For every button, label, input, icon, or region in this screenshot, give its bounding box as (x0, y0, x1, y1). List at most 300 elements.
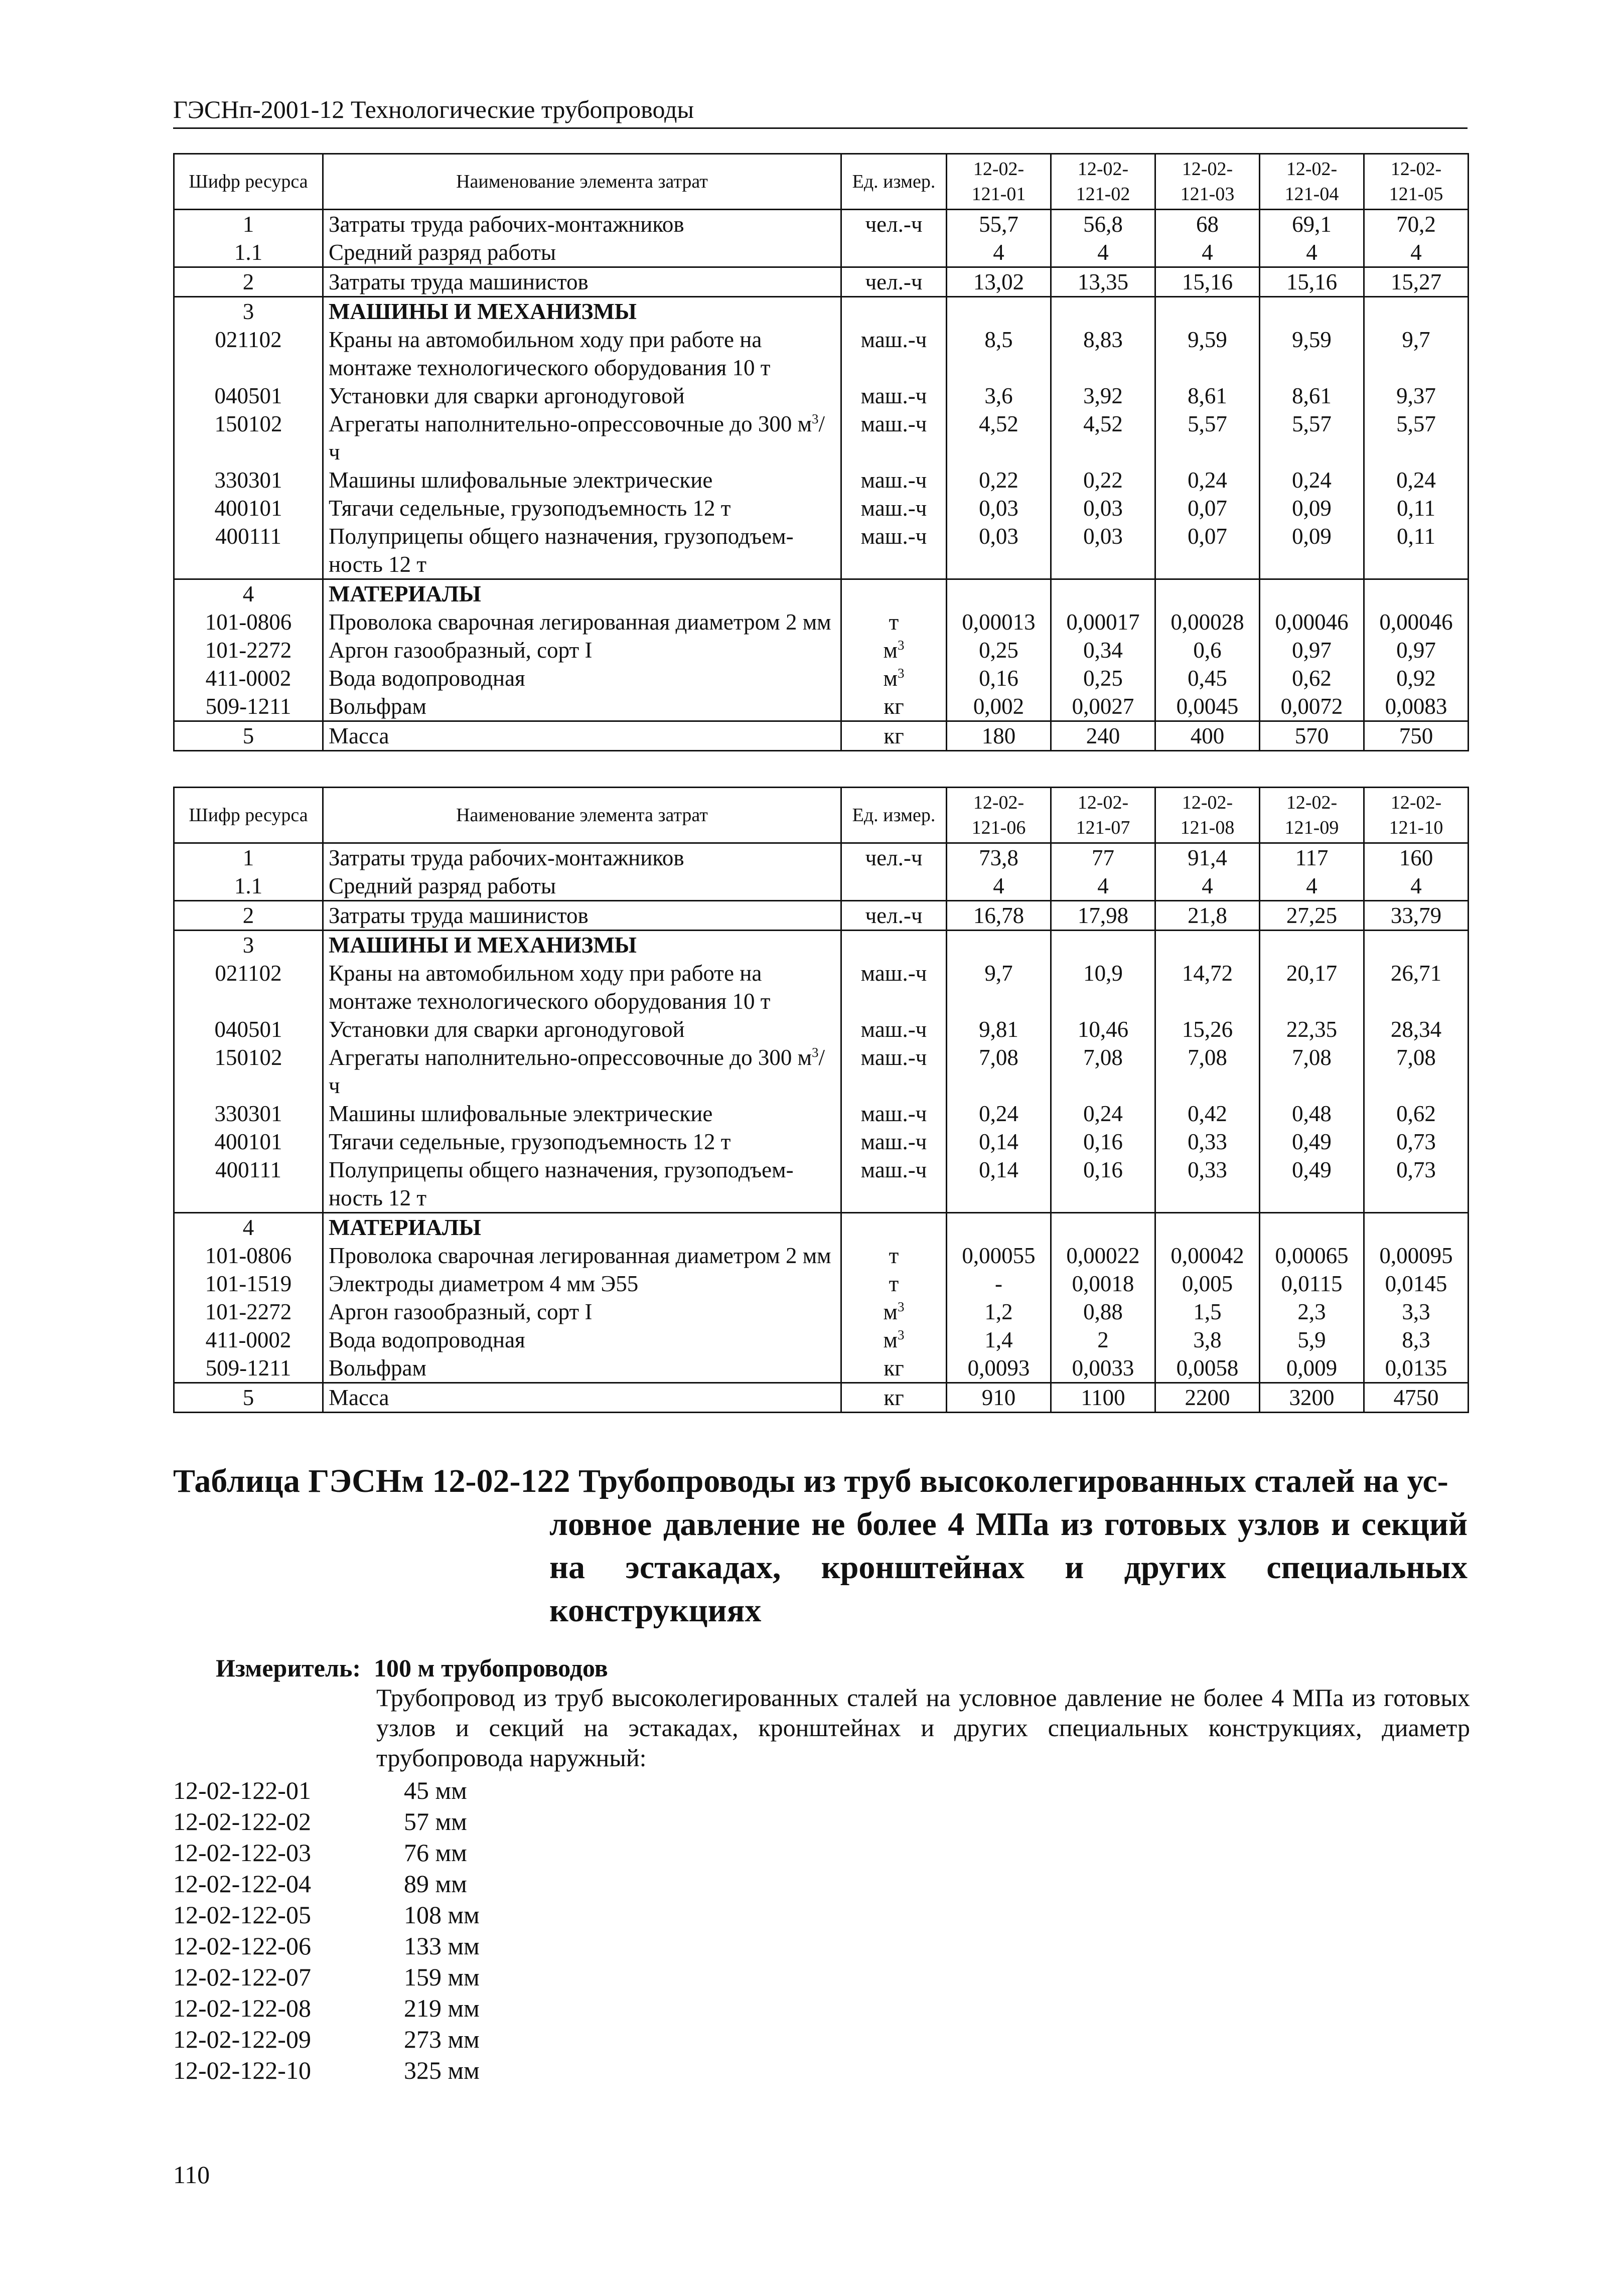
cell-code: 150102 (174, 410, 323, 466)
cell-unit: маш.-ч (841, 1043, 947, 1100)
cell-code: 2 (174, 901, 323, 931)
cell-value: 22,35 (1260, 1015, 1364, 1043)
cell-code: 101-2272 (174, 1298, 323, 1326)
col-header-norm-number: 121-03 (1180, 184, 1235, 205)
cell-value: 570 (1260, 721, 1364, 751)
item-diameter: 108 мм (404, 1901, 480, 1929)
cell-value: 0,11 (1364, 494, 1469, 522)
cell-value (1051, 579, 1155, 608)
list-item (173, 1868, 480, 1899)
cell-value: 2 (1051, 1326, 1155, 1354)
cell-value: 0,24 (1155, 466, 1260, 494)
col-header-norm (1260, 154, 1364, 210)
resource-table-2 (173, 787, 1469, 1413)
cell-value: 0,0072 (1260, 692, 1364, 721)
cell-code: 3 (174, 297, 323, 326)
col-header-norm (1364, 154, 1469, 210)
cell-value (947, 1213, 1051, 1242)
cell-value: 0,25 (947, 636, 1051, 664)
list-item (173, 1899, 480, 1930)
cell-value (1260, 297, 1364, 326)
cell-value: 0,14 (947, 1156, 1051, 1213)
cell-value: 3,92 (1051, 382, 1155, 410)
table-row (174, 664, 1469, 692)
cell-value (1155, 1213, 1260, 1242)
col-header-code: Шифр ресурса (174, 154, 323, 210)
cell-value: 0,33 (1155, 1156, 1260, 1213)
cell-value: 4 (947, 872, 1051, 901)
col-header-unit: Ед. измер. (841, 154, 947, 210)
cell-code: 101-0806 (174, 608, 323, 636)
cell-name: МАТЕРИАЛЫ (323, 579, 841, 608)
table-row (174, 1128, 1469, 1156)
table-1-body (174, 210, 1469, 751)
cell-value: 0,16 (1051, 1156, 1155, 1213)
cell-value: 0,16 (1051, 1128, 1155, 1156)
cell-unit: чел.-ч (841, 210, 947, 239)
cell-value: 0,24 (947, 1100, 1051, 1128)
cell-unit (841, 579, 947, 608)
cell-value: 5,57 (1155, 410, 1260, 466)
cell-value (1364, 1213, 1469, 1242)
table-row (174, 843, 1469, 872)
cell-value (947, 931, 1051, 960)
cell-name: Затраты труда машинистов (323, 901, 841, 931)
cell-value: 77 (1051, 843, 1155, 872)
cell-unit: маш.-ч (841, 1128, 947, 1156)
cell-value: 117 (1260, 843, 1364, 872)
cell-value: 7,08 (1155, 1043, 1260, 1100)
table-row (174, 522, 1469, 579)
cell-code: 5 (174, 721, 323, 751)
cell-value: 0,25 (1051, 664, 1155, 692)
col-header-code: Шифр ресурса (174, 788, 323, 843)
col-header-norm (1155, 788, 1260, 843)
page-number: 110 (173, 2161, 210, 2189)
cell-value: 4750 (1364, 1383, 1469, 1413)
cell-code: 101-1519 (174, 1270, 323, 1298)
cell-value: 0,24 (1260, 466, 1364, 494)
col-header-norm-number: 121-05 (1389, 184, 1443, 205)
col-header-norm (1051, 154, 1155, 210)
cell-code: 400101 (174, 1128, 323, 1156)
cell-unit: т (841, 1270, 947, 1298)
table-row (174, 636, 1469, 664)
cell-name: МАТЕРИАЛЫ (323, 1213, 841, 1242)
cell-value: 7,08 (1051, 1043, 1155, 1100)
cell-value: 0,0033 (1051, 1354, 1155, 1383)
table-row (174, 1015, 1469, 1043)
cell-value: 910 (947, 1383, 1051, 1413)
cell-value: 0,00028 (1155, 608, 1260, 636)
cell-name: Затраты труда машинистов (323, 267, 841, 297)
cell-value (1051, 297, 1155, 326)
cell-name: Установки для сварки аргонодуговой (323, 1015, 841, 1043)
cell-value: 7,08 (1260, 1043, 1364, 1100)
cell-value: 0,97 (1364, 636, 1469, 664)
cell-value: 20,17 (1260, 959, 1364, 1015)
cell-value: 70,2 (1364, 210, 1469, 239)
cell-value: 1,2 (947, 1298, 1051, 1326)
table-row (174, 1242, 1469, 1270)
cell-value (1364, 579, 1469, 608)
cell-value: 160 (1364, 843, 1469, 872)
cell-code: 1 (174, 843, 323, 872)
measure-line (216, 1653, 608, 1683)
header-row (174, 154, 1469, 210)
cell-name: Проволока сварочная легированная диаметром 2 мм (323, 1242, 841, 1270)
item-code: 12-02-122-07 (173, 1963, 311, 1991)
cell-value: 4,52 (1051, 410, 1155, 466)
cell-code: 411-0002 (174, 1326, 323, 1354)
col-header-norm-number: 121-08 (1180, 817, 1235, 838)
cell-value: 240 (1051, 721, 1155, 751)
cell-unit: чел.-ч (841, 843, 947, 872)
cell-value: 0,48 (1260, 1100, 1364, 1128)
cell-value: 180 (947, 721, 1051, 751)
cell-unit: чел.-ч (841, 901, 947, 931)
cell-value: 4 (1260, 872, 1364, 901)
cell-unit (841, 931, 947, 960)
cell-unit: маш.-ч (841, 1156, 947, 1213)
cell-value: 9,7 (947, 959, 1051, 1015)
col-header-norm-number: 121-09 (1284, 817, 1339, 838)
cell-unit: маш.-ч (841, 959, 947, 1015)
cell-value: 68 (1155, 210, 1260, 239)
cell-code: 101-0806 (174, 1242, 323, 1270)
cell-name: Машины шлифовальные электрические (323, 466, 841, 494)
cell-value: 1,4 (947, 1326, 1051, 1354)
table-row (174, 901, 1469, 931)
cell-value: 4 (1364, 238, 1469, 267)
cell-unit: маш.-ч (841, 466, 947, 494)
page-header-title: ГЭСНп-2001-12 Технологические трубопроводы (173, 95, 694, 123)
col-header-norm-prefix: 12-02- (973, 792, 1024, 813)
cell-name: Аргон газообразный, сорт I (323, 1298, 841, 1326)
cell-value: 8,83 (1051, 326, 1155, 382)
col-header-norm-number: 121-07 (1076, 817, 1130, 838)
cell-value (1155, 297, 1260, 326)
cell-name: Вольфрам (323, 692, 841, 721)
cell-value: 0,07 (1155, 494, 1260, 522)
cell-name: Электроды диаметром 4 мм Э55 (323, 1270, 841, 1298)
cell-value: 33,79 (1364, 901, 1469, 931)
cell-value: 15,26 (1155, 1015, 1260, 1043)
cell-code: 3 (174, 931, 323, 960)
cell-code: 5 (174, 1383, 323, 1413)
cell-value: 0,0018 (1051, 1270, 1155, 1298)
col-header-norm-number: 121-02 (1076, 184, 1130, 205)
item-code: 12-02-122-09 (173, 2025, 311, 2053)
item-diameter: 133 мм (404, 1932, 480, 1960)
table-row (174, 210, 1469, 239)
cell-name: Тягачи седельные, грузоподъемность 12 т (323, 1128, 841, 1156)
table-row (174, 579, 1469, 608)
cell-value: 3200 (1260, 1383, 1364, 1413)
cell-value: 0,00017 (1051, 608, 1155, 636)
cell-name: Затраты труда рабочих-монтажников (323, 210, 841, 239)
cell-unit: кг (841, 1354, 947, 1383)
cell-name: Средний разряд работы (323, 238, 841, 267)
header-row (174, 788, 1469, 843)
cell-value: 0,00013 (947, 608, 1051, 636)
cell-value: 0,14 (947, 1128, 1051, 1156)
cell-value: 4,52 (947, 410, 1051, 466)
cell-value: 14,72 (1155, 959, 1260, 1015)
table-row (174, 1043, 1469, 1100)
item-diameter: 159 мм (404, 1963, 480, 1991)
table-row (174, 608, 1469, 636)
cell-value: 0,49 (1260, 1128, 1364, 1156)
cell-value: 0,22 (947, 466, 1051, 494)
cell-name: Средний разряд работы (323, 872, 841, 901)
cell-value: 7,08 (947, 1043, 1051, 1100)
cell-code: 509-1211 (174, 692, 323, 721)
cell-value: 0,0027 (1051, 692, 1155, 721)
col-header-norm (947, 788, 1051, 843)
cell-value: 0,0115 (1260, 1270, 1364, 1298)
cell-code: 1 (174, 210, 323, 239)
cell-value (1051, 1213, 1155, 1242)
col-header-norm-number: 121-06 (971, 817, 1026, 838)
item-diameter: 89 мм (404, 1870, 467, 1898)
cell-name: Агрегаты наполнительно-опрессовочные до 300 $м^3/ч$ (323, 410, 841, 466)
cell-name: Затраты труда рабочих-монтажников (323, 843, 841, 872)
cell-code: 040501 (174, 1015, 323, 1043)
col-header-norm (1260, 788, 1364, 843)
cell-value: 10,46 (1051, 1015, 1155, 1043)
cell-value: 9,37 (1364, 382, 1469, 410)
cell-value: 4 (1051, 238, 1155, 267)
item-diameter: 57 мм (404, 1807, 467, 1835)
cell-value: 0,03 (947, 522, 1051, 579)
cell-code: 400111 (174, 1156, 323, 1213)
cell-unit: маш.-ч (841, 522, 947, 579)
cell-value: 9,7 (1364, 326, 1469, 382)
cell-value: 26,71 (1364, 959, 1469, 1015)
cell-code: 1.1 (174, 872, 323, 901)
cell-value: 0,005 (1155, 1270, 1260, 1298)
cell-code: 101-2272 (174, 636, 323, 664)
cell-value: 16,78 (947, 901, 1051, 931)
cell-unit: маш.-ч (841, 1100, 947, 1128)
cell-value: 0,0083 (1364, 692, 1469, 721)
cell-value: 4 (1155, 238, 1260, 267)
table-row (174, 872, 1469, 901)
cell-name: Вода водопроводная (323, 1326, 841, 1354)
col-header-norm-number: 121-01 (971, 184, 1026, 205)
cell-value: 750 (1364, 721, 1469, 751)
cell-value: 0,92 (1364, 664, 1469, 692)
cell-value: 27,25 (1260, 901, 1364, 931)
col-header-norm-number: 121-04 (1284, 184, 1339, 205)
cell-value: 0,45 (1155, 664, 1260, 692)
measure-label: Измеритель: (216, 1654, 361, 1682)
cell-code: 330301 (174, 1100, 323, 1128)
col-header-norm (1051, 788, 1155, 843)
col-header-norm (947, 154, 1051, 210)
col-header-norm-prefix: 12-02- (973, 159, 1024, 180)
cell-value: 8,3 (1364, 1326, 1469, 1354)
item-code: 12-02-122-02 (173, 1807, 311, 1835)
cell-unit: $м^3$ (841, 1326, 947, 1354)
cell-value: 5,57 (1364, 410, 1469, 466)
cell-value: 0,00065 (1260, 1242, 1364, 1270)
cell-value: 91,4 (1155, 843, 1260, 872)
col-header-norm-prefix: 12-02- (1390, 792, 1442, 813)
cell-code: 1.1 (174, 238, 323, 267)
cell-name: Краны на автомобильном ходу при работе на монтаже технологического оборудования 10 т (323, 326, 841, 382)
table-row (174, 1213, 1469, 1242)
cell-value: 4 (1364, 872, 1469, 901)
col-header-norm-prefix: 12-02- (1182, 792, 1233, 813)
cell-value: 1,5 (1155, 1298, 1260, 1326)
cell-unit: маш.-ч (841, 1015, 947, 1043)
item-diameter: 219 мм (404, 1994, 480, 2022)
cell-value: 0,09 (1260, 522, 1364, 579)
cell-value: 0,0093 (947, 1354, 1051, 1383)
item-code: 12-02-122-01 (173, 1776, 311, 1804)
cell-value: 4 (1260, 238, 1364, 267)
cell-value: 2200 (1155, 1383, 1260, 1413)
cell-value: 9,59 (1155, 326, 1260, 382)
table-row (174, 721, 1469, 751)
cell-value: 5,57 (1260, 410, 1364, 466)
cell-unit: маш.-ч (841, 494, 947, 522)
list-item (173, 1775, 480, 1806)
cell-name: Установки для сварки аргонодуговой (323, 382, 841, 410)
cell-value: 0,62 (1364, 1100, 1469, 1128)
cell-value: 0,07 (1155, 522, 1260, 579)
cell-name: Краны на автомобильном ходу при работе на монтаже технологического оборудования 10 т (323, 959, 841, 1015)
cell-code: 400111 (174, 522, 323, 579)
item-diameter: 45 мм (404, 1776, 467, 1804)
cell-value: 0,002 (947, 692, 1051, 721)
item-code: 12-02-122-04 (173, 1870, 311, 1898)
list-item (173, 1930, 480, 1961)
item-diameter: 273 мм (404, 2025, 480, 2053)
cell-value (1051, 931, 1155, 960)
cell-unit (841, 238, 947, 267)
cell-value: 9,59 (1260, 326, 1364, 382)
list-item (173, 1993, 480, 2024)
cell-value: 13,02 (947, 267, 1051, 297)
cell-value: 0,00055 (947, 1242, 1051, 1270)
cell-value: 0,34 (1051, 636, 1155, 664)
cell-value: 400 (1155, 721, 1260, 751)
table-row (174, 1100, 1469, 1128)
cell-name: Машины шлифовальные электрические (323, 1100, 841, 1128)
cell-value (1260, 931, 1364, 960)
cell-value: 21,8 (1155, 901, 1260, 931)
cell-unit: т (841, 1242, 947, 1270)
cell-value: 7,08 (1364, 1043, 1469, 1100)
cell-code: 150102 (174, 1043, 323, 1100)
col-header-norm-prefix: 12-02- (1182, 159, 1233, 180)
table-row (174, 326, 1469, 382)
table-2-body (174, 843, 1469, 1413)
cell-name: Вода водопроводная (323, 664, 841, 692)
cell-name: Полуприцепы общего назначения, грузоподъем-ность 12 т (323, 522, 841, 579)
cell-value: 0,24 (1364, 466, 1469, 494)
col-header-unit: Ед. измер. (841, 788, 947, 843)
cell-value: 0,0045 (1155, 692, 1260, 721)
table-row (174, 931, 1469, 960)
cell-code: 509-1211 (174, 1354, 323, 1383)
cell-value (1155, 579, 1260, 608)
cell-value: 4 (1155, 872, 1260, 901)
table-row (174, 267, 1469, 297)
table-row (174, 1354, 1469, 1383)
cell-code: 021102 (174, 326, 323, 382)
col-header-norm-prefix: 12-02- (1077, 159, 1129, 180)
cell-value: 0,62 (1260, 664, 1364, 692)
cell-value: 10,9 (1051, 959, 1155, 1015)
cell-value: 28,34 (1364, 1015, 1469, 1043)
cell-value: 0,73 (1364, 1128, 1469, 1156)
cell-code: 400101 (174, 494, 323, 522)
cell-unit: чел.-ч (841, 267, 947, 297)
cell-unit: $м^3$ (841, 664, 947, 692)
section-title-line-1: Таблица ГЭСНм 12-02-122 Трубопроводы из труб высоколегированных сталей на ус- (173, 1463, 1448, 1499)
cell-value: 0,0058 (1155, 1354, 1260, 1383)
cell-value: 8,61 (1155, 382, 1260, 410)
table-row (174, 1270, 1469, 1298)
cell-unit: маш.-ч (841, 382, 947, 410)
cell-value: 0,03 (1051, 522, 1155, 579)
diameter-list (173, 1775, 480, 2086)
cell-value: 0,03 (1051, 494, 1155, 522)
cell-value: 8,5 (947, 326, 1051, 382)
cell-value: 73,8 (947, 843, 1051, 872)
cell-value: 0,009 (1260, 1354, 1364, 1383)
cell-value: 55,7 (947, 210, 1051, 239)
table-row (174, 382, 1469, 410)
cell-code: 4 (174, 579, 323, 608)
cell-value: 13,35 (1051, 267, 1155, 297)
cell-value: 0,00046 (1364, 608, 1469, 636)
col-header-name: Наименование элемента затрат (323, 154, 841, 210)
table-row (174, 410, 1469, 466)
cell-code: 4 (174, 1213, 323, 1242)
cell-value: 69,1 (1260, 210, 1364, 239)
resource-table-1 (173, 153, 1469, 751)
table-row (174, 959, 1469, 1015)
list-item (173, 1961, 480, 1993)
item-code: 12-02-122-08 (173, 1994, 311, 2022)
list-item (173, 2024, 480, 2055)
header-divider (173, 127, 1468, 129)
cell-value: 0,24 (1051, 1100, 1155, 1128)
cell-value: 3,6 (947, 382, 1051, 410)
item-diameter: 76 мм (404, 1839, 467, 1867)
table-row (174, 494, 1469, 522)
item-code: 12-02-122-03 (173, 1839, 311, 1867)
cell-value (1260, 579, 1364, 608)
col-header-name: Наименование элемента затрат (323, 788, 841, 843)
cell-value: 0,0135 (1364, 1354, 1469, 1383)
item-code: 12-02-122-06 (173, 1932, 311, 1960)
cell-unit: кг (841, 1383, 947, 1413)
cell-name: МАШИНЫ И МЕХАНИЗМЫ (323, 931, 841, 960)
table-1-header (174, 154, 1469, 210)
cell-unit: $м^3$ (841, 636, 947, 664)
item-code: 12-02-122-05 (173, 1901, 311, 1929)
table-row (174, 466, 1469, 494)
col-header-norm (1364, 788, 1469, 843)
cell-value: 15,16 (1155, 267, 1260, 297)
cell-unit: $м^3$ (841, 1298, 947, 1326)
